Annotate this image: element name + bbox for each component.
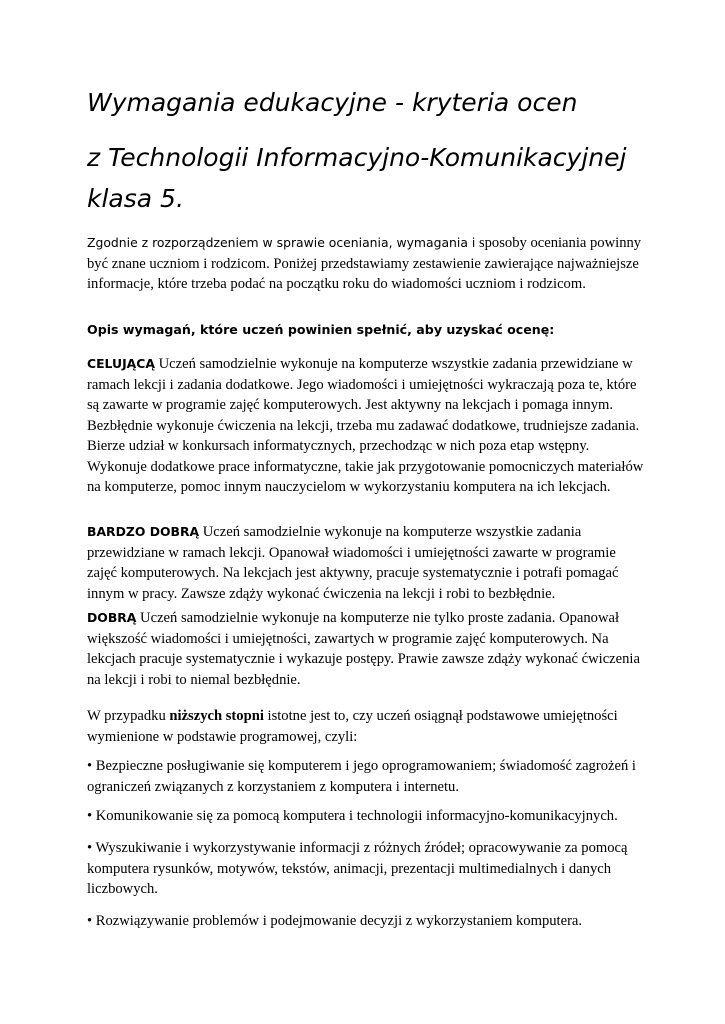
grade-label: CELUJĄCĄ xyxy=(87,356,155,371)
bullet-item: • Wyszukiwanie i wykorzystywanie informacji z różnych źródeł; opracowywanie za pomocą komputera rysunków, motywów, tekstów, animacji, prezentacji multimedialnych i danych liczbowych. xyxy=(87,840,628,897)
bullet-item: • Rozwiązywanie problemów i podejmowanie decyzji z wykorzystaniem komputera. xyxy=(87,913,583,929)
lower-grades-text-before: W przypadku xyxy=(87,708,170,724)
lower-grades-text-after: istotne jest to, czy uczeń osiągnął podstawowe umiejętności wymienione w podstawie programowej, czyli: xyxy=(87,708,618,745)
grade-paragraph-celujaca xyxy=(87,354,647,498)
bullet-item: • Bezpieczne posługiwanie się komputerem i jego oprogramowaniem; świadomość zagrożeń i ograniczeń związanych z korzystaniem z komputera i internetu. xyxy=(87,758,636,795)
grade-description: Uczeń samodzielnie wykonuje na komputerze wszystkie zadania przewidziane w ramach lekcji. Opanował wiadomości i umiejętności zawarte w programie zajęć komputerowych. Na lekcjach jest aktywny, pracuje systematycznie i potrafi pomagać innym w pracy. Zawsze zdąży wykonać ćwiczenia na lekcji i robi to bezbłędnie. xyxy=(87,524,619,602)
grade-paragraph-bardzo-dobra xyxy=(87,522,647,604)
intro-text: sposoby oceniania powinny być znane uczniom i rodzicom. Poniżej przedstawiamy zestawienie zawierające najważniejsze informacje, które trzeba podać na początku roku do wiadomości uczniom i rodzicom. xyxy=(87,235,642,292)
grade-description: Uczeń samodzielnie wykonuje na komputerze wszystkie zadania przewidziane w ramach lekcji i zadania dodatkowe. Jego wiadomości i umiejętności wykraczają poza te, które są zawarte w programie zajęć komputerowych. Jest aktywny na lekcjach i pomaga innym. Bezbłędnie wykonuje ćwiczenia na lekcji, trzeba mu zadawać dodatkowe, trudniejsze zadania. Bierze udział w konkursach informatycznych, przechodząc w nich poza etap wstępny. Wykonuje dodatkowe prace informatyczne, takie jak przygotowanie pomocniczych materiałów na komputerze, pomoc innym nauczycielom w wykorzystaniu komputera na ich lekcjach. xyxy=(87,356,644,495)
document-title-line-1: Wymagania edukacyjne - kryteria ocen xyxy=(87,88,578,117)
grade-label: BARDZO DOBRĄ xyxy=(87,524,200,539)
grade-paragraph-dobra xyxy=(87,608,647,690)
grade-label: DOBRĄ xyxy=(87,610,137,625)
document-title-line-3: klasa 5. xyxy=(87,184,184,213)
grade-description: Uczeń samodzielnie wykonuje na komputerze nie tylko proste zadania. Opanował większość wiadomości i umiejętności, zawartych w programie zajęć komputerowych. Na lekcjach pracuje systematycznie i wykazuje postępy. Prawie zawsze zdąży wykonać ćwiczenia na lekcji i robi to niemal bezbłędnie. xyxy=(87,610,640,688)
lower-grades-emphasis: niższych stopni xyxy=(169,708,264,724)
bullet-item: • Komunikowanie się za pomocą komputera i technologii informacyjno-komunikacyjnych. xyxy=(87,808,618,824)
intro-lead: Zgodnie z rozporządzeniem w sprawie oceniania, wymagania i xyxy=(87,235,476,250)
document-title-line-2: z Technologii Informacyjno-Komunikacyjnej xyxy=(87,143,627,172)
requirements-heading: Opis wymagań, które uczeń powinien spełnić, aby uzyskać ocenę: xyxy=(87,322,555,337)
lower-grades-paragraph xyxy=(87,706,647,747)
intro-paragraph xyxy=(87,233,647,295)
